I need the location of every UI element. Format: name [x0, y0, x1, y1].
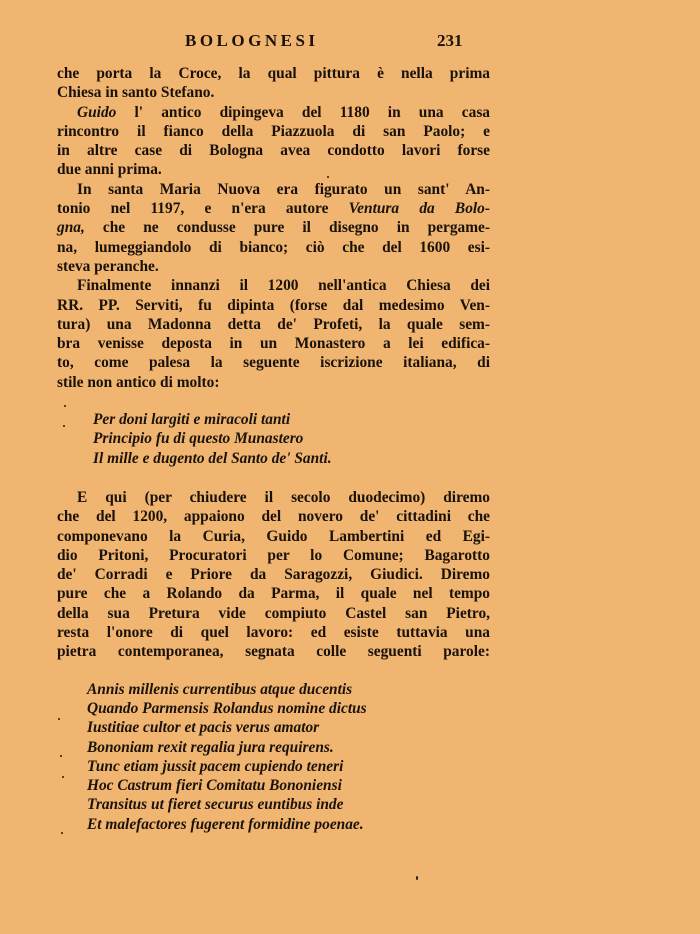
scan-speck: [62, 776, 64, 778]
text-line: stile non antico di molto:: [57, 373, 220, 391]
verse-line: Per doni largiti e miracoli tanti: [93, 411, 291, 429]
spacer: [57, 392, 490, 404]
text-line: [57, 199, 490, 218]
text-line: che del 1200, appaiono del novero de' cittadini che: [57, 508, 490, 526]
verse-line: Bononiam rexit regalia jura requirens.: [87, 738, 334, 756]
text-line: In santa Maria Nuova era figurato un sant' An-: [77, 180, 490, 198]
name-ventura: Ventura da Bolo-: [348, 200, 490, 218]
text-line: E qui (per chiudere il secolo duodecimo) diremo: [77, 488, 490, 506]
text-line: in altre case di Bologna avea condotto lavori forse: [57, 142, 490, 160]
verse-inscription-italian: [57, 410, 490, 468]
text-line: rincontro il fianco della Piazzuola di san Paolo; e: [57, 122, 490, 140]
text-line: che porta la Croce, la qual pittura è nella prima: [57, 65, 490, 82]
text-line: RR. PP. Serviti, fu dipinta (forse dal medesimo Ven-: [57, 296, 490, 314]
page-number: 231: [437, 31, 463, 50]
text-line: della sua Pretura vide compiuto Castel san Pietro,: [57, 604, 490, 622]
page-body: [57, 64, 490, 834]
text-line: Finalmente innanzi il 1200 nell'antica Chiesa dei: [77, 277, 490, 295]
spacer: [57, 468, 490, 488]
verse-line: Quando Parmensis Rolandus nomine dictus: [87, 699, 367, 717]
running-title: BOLOGNESI: [185, 31, 319, 50]
text-line: steva peranche.: [57, 257, 159, 275]
scan-speck: [60, 755, 62, 757]
paragraph: [57, 488, 490, 662]
text-line: pure che a Rolando da Parma, il quale nel tempo: [57, 585, 490, 603]
text-run: che ne condusse pure il disegno in pergame-: [84, 219, 490, 237]
verse-line: Il mille e dugento del Santo de' Santi.: [93, 449, 332, 467]
verse-line: Et malefactores fugerent formidine poenae.: [87, 815, 364, 833]
verse-line: Hoc Castrum fieri Comitatu Bononiensi: [87, 777, 342, 795]
scan-speck: [327, 176, 329, 178]
verse-inscription-latin: [57, 680, 490, 834]
scan-speck: [61, 832, 63, 834]
page-header: [0, 31, 700, 55]
text-line: componevano la Curia, Guido Lambertini ed Egi-: [57, 527, 490, 545]
text-line: [57, 103, 490, 122]
name-guido: Guido: [77, 103, 117, 121]
text-line: de' Corradi e Priore da Saragozzi, Giudici. Diremo: [57, 566, 490, 584]
name-ventura-cont: gna,: [57, 219, 85, 237]
verse-line: Principio fu di questo Munastero: [93, 430, 304, 448]
text-run: tonio nel 1197, e n'era autore: [57, 200, 349, 218]
text-line: to, come palesa la seguente iscrizione italiana, di: [57, 354, 490, 372]
text-line: due anni prima.: [57, 161, 162, 179]
paragraph: [57, 64, 490, 103]
scan-speck: [64, 405, 66, 407]
text-run: l' antico dipingeva del 1180 in una casa: [116, 103, 490, 121]
text-line: Chiesa in santo Stefano.: [57, 84, 215, 102]
text-line: tura) una Madonna detta de' Profeti, la quale sem-: [57, 315, 490, 333]
paragraph: [57, 103, 490, 180]
verse-line: Annis millenis currentibus atque ducentis: [87, 680, 353, 698]
paragraph: [57, 180, 490, 276]
scan-speck: [63, 425, 65, 427]
verse-line: Iustitiae cultor et pacis verus amator: [87, 719, 320, 737]
text-line: resta l'onore di quel lavoro: ed esiste tuttavia una: [57, 624, 490, 642]
verse-line: Tunc etiam jussit pacem cupiendo teneri: [87, 757, 344, 775]
scan-speck: [416, 876, 418, 880]
paragraph: [57, 276, 490, 392]
verse-line: Transitus ut fieret securus euntibus inde: [87, 796, 344, 814]
text-line: [57, 218, 490, 237]
text-line: pietra contemporanea, segnata colle seguenti parole:: [57, 643, 490, 661]
text-line: dio Pritoni, Procuratori per lo Comune; Bagarotto: [57, 546, 490, 564]
spacer: [57, 662, 490, 674]
text-line: na, lumeggiandolo di bianco; ciò che del 1600 esi-: [57, 238, 490, 256]
text-line: bra venisse deposta in un Monastero a lei edifica-: [57, 335, 490, 353]
scan-speck: [58, 718, 60, 720]
